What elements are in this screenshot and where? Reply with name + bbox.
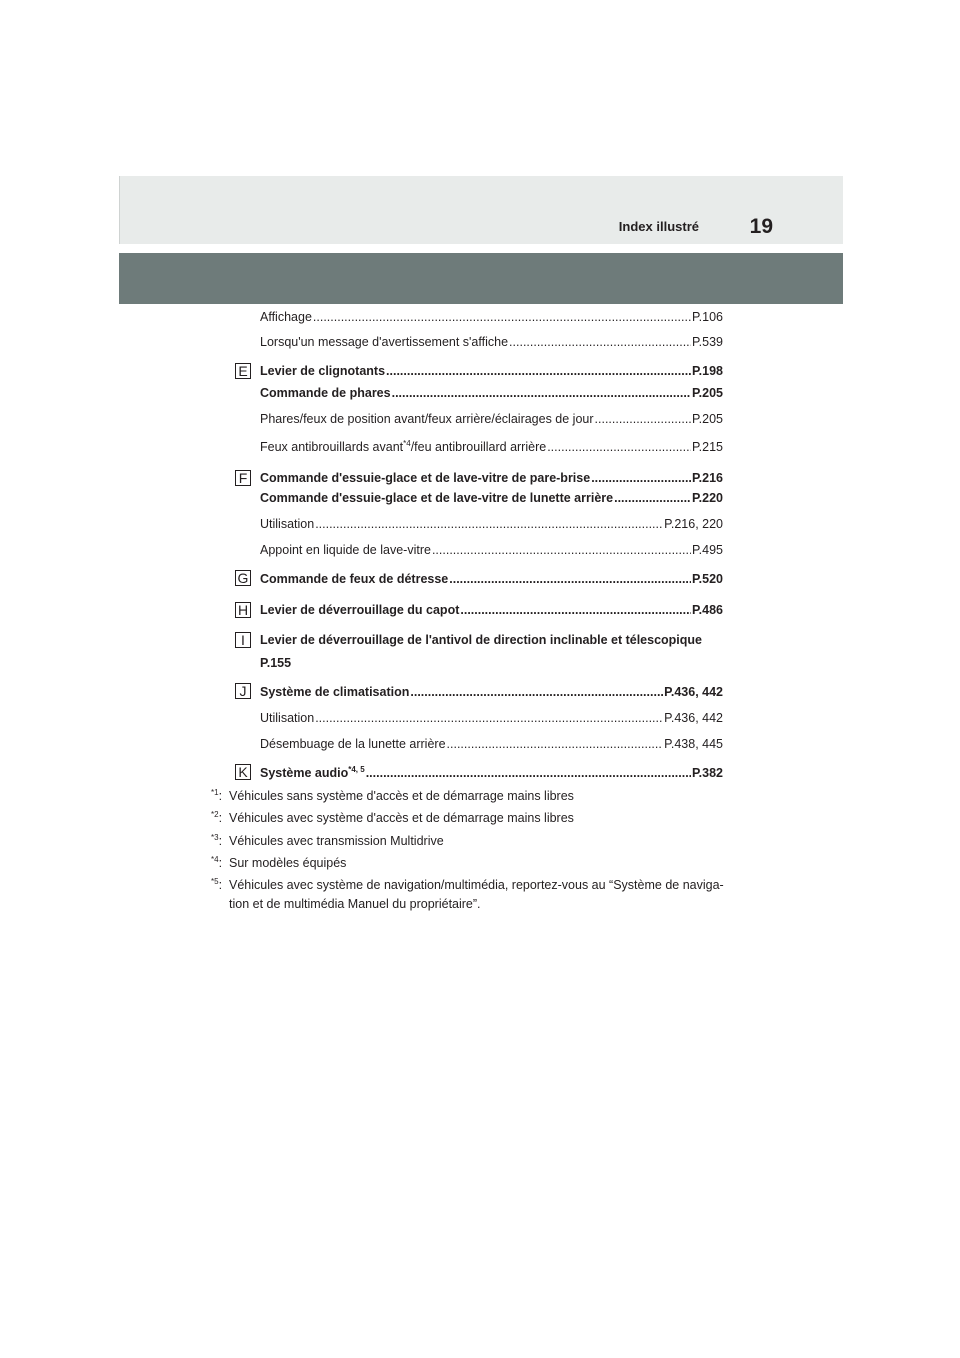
index-entry [260, 602, 723, 618]
index-entry [260, 470, 723, 486]
header-rule [119, 176, 120, 244]
footnote-text: Véhicules sans système d'accès et de démarrage mains libres [229, 789, 574, 803]
index-entry [260, 363, 723, 379]
entry-label [260, 439, 546, 455]
entry-page: P.106 [691, 310, 723, 324]
entry-page: P.539 [691, 335, 723, 349]
entry-label: Lorsqu'un message d'avertissement s'affiche [260, 335, 509, 349]
footnote-ref: *4, 5 [348, 765, 365, 774]
index-entry [260, 490, 723, 506]
header-bar [119, 253, 843, 304]
footnote-mark: *2 [211, 810, 219, 819]
footnote-mark: *5 [211, 877, 219, 886]
entry-label: Commande de feux de détresse [260, 572, 449, 586]
footnote-text: Véhicules avec système d'accès et de démarrage mains libres [229, 811, 574, 825]
footnote-mark: *3 [211, 833, 219, 842]
marker-i: I [235, 632, 251, 648]
footnote: $^{*1}$: Véhicules sans système d'accès et de démarrage mains libres [211, 787, 751, 806]
entry-label: Levier de déverrouillage du capot [260, 603, 460, 617]
footnote: $^{*3}$: Véhicules avec transmission Multidrive [211, 832, 751, 851]
entry-page: P.495 [691, 543, 723, 557]
index-entry [260, 765, 723, 781]
entry-page: P.205 [691, 386, 723, 400]
marker-h: H [235, 602, 251, 618]
entry-label: Commande de phares [260, 386, 391, 400]
index-entry [260, 334, 723, 350]
footnote-text: Sur modèles équipés [229, 856, 347, 870]
entry-label: Système de climatisation [260, 685, 410, 699]
marker-k: K [235, 764, 251, 780]
marker-g: G [235, 570, 251, 586]
index-entry [260, 736, 723, 752]
index-entry [260, 385, 723, 401]
marker-e: E [235, 363, 251, 379]
footnote: $^{*2}$: Véhicules avec système d'accès et de démarrage mains libres [211, 809, 751, 828]
footnote-text: Véhicules avec système de navigation/multimédia, reportez-vous au “Système de naviga-tion et de multimédia Manuel du propriétaire”. [229, 878, 724, 911]
entry-label: Commande d'essuie-glace et de lave-vitre de pare-brise [260, 471, 591, 485]
entry-label: Utilisation [260, 517, 315, 531]
footnote-mark: *1 [211, 788, 219, 797]
page-header [119, 176, 843, 244]
page-number: 19 [749, 215, 773, 238]
entry-label-part: Système audio [260, 766, 349, 780]
entry-page: P.436, 442 [664, 711, 723, 725]
entry-page: P.382 [691, 766, 723, 780]
entry-page: P.486 [691, 603, 723, 617]
footnote: $^{*4}$: Sur modèles équipés [211, 854, 751, 873]
marker-j: J [235, 683, 251, 699]
footnote-mark: *4 [211, 855, 219, 864]
index-entry [260, 710, 723, 726]
entry-page: P.198 [691, 364, 723, 378]
footnote: $^{*5}$: Véhicules avec système de navigation/multimédia, reportez-vous au “Système de naviga-tion et de multimédia Manuel du propriétaire”. [211, 876, 741, 914]
entry-page: P.438, 445 [664, 737, 723, 751]
entry-label-part: Feux antibrouillards avant [260, 440, 404, 454]
footnote-text: Véhicules avec transmission Multidrive [229, 834, 444, 848]
entry-label-part: /feu antibrouillard arrière [410, 440, 547, 454]
entry-label-long: Levier de déverrouillage de l'antivol de direction inclinable et télescopique [260, 633, 702, 647]
index-entry [260, 411, 723, 427]
entry-label: Affichage [260, 310, 312, 324]
entry-page: P.436, 442 [664, 685, 723, 699]
entry-page-long: P.155 [260, 656, 292, 670]
index-entry [260, 309, 723, 325]
marker-f: F [235, 470, 251, 486]
entry-page: P.205 [691, 412, 723, 426]
index-entry [260, 439, 723, 455]
footnote-ref: *4 [403, 439, 411, 448]
entry-page: P.216 [691, 471, 723, 485]
entry-label: Levier de clignotants [260, 364, 386, 378]
entry-page: P.216, 220 [664, 517, 723, 531]
section-title: Index illustré [618, 219, 699, 234]
entry-page: P.220 [691, 491, 723, 505]
entry-label: Commande d'essuie-glace et de lave-vitre de lunette arrière [260, 491, 614, 505]
index-entry [260, 684, 723, 700]
entry-label [260, 765, 365, 781]
entry-page: P.215 [691, 440, 723, 454]
index-entry [260, 571, 723, 587]
index-entry [260, 516, 723, 532]
entry-label: Phares/feux de position avant/feux arrière/éclairages de jour [260, 412, 594, 426]
index-entry [260, 542, 723, 558]
entry-label: Appoint en liquide de lave-vitre [260, 543, 431, 557]
entry-label: Désembuage de la lunette arrière [260, 737, 446, 751]
entry-page: P.520 [691, 572, 723, 586]
entry-label: Utilisation [260, 711, 315, 725]
